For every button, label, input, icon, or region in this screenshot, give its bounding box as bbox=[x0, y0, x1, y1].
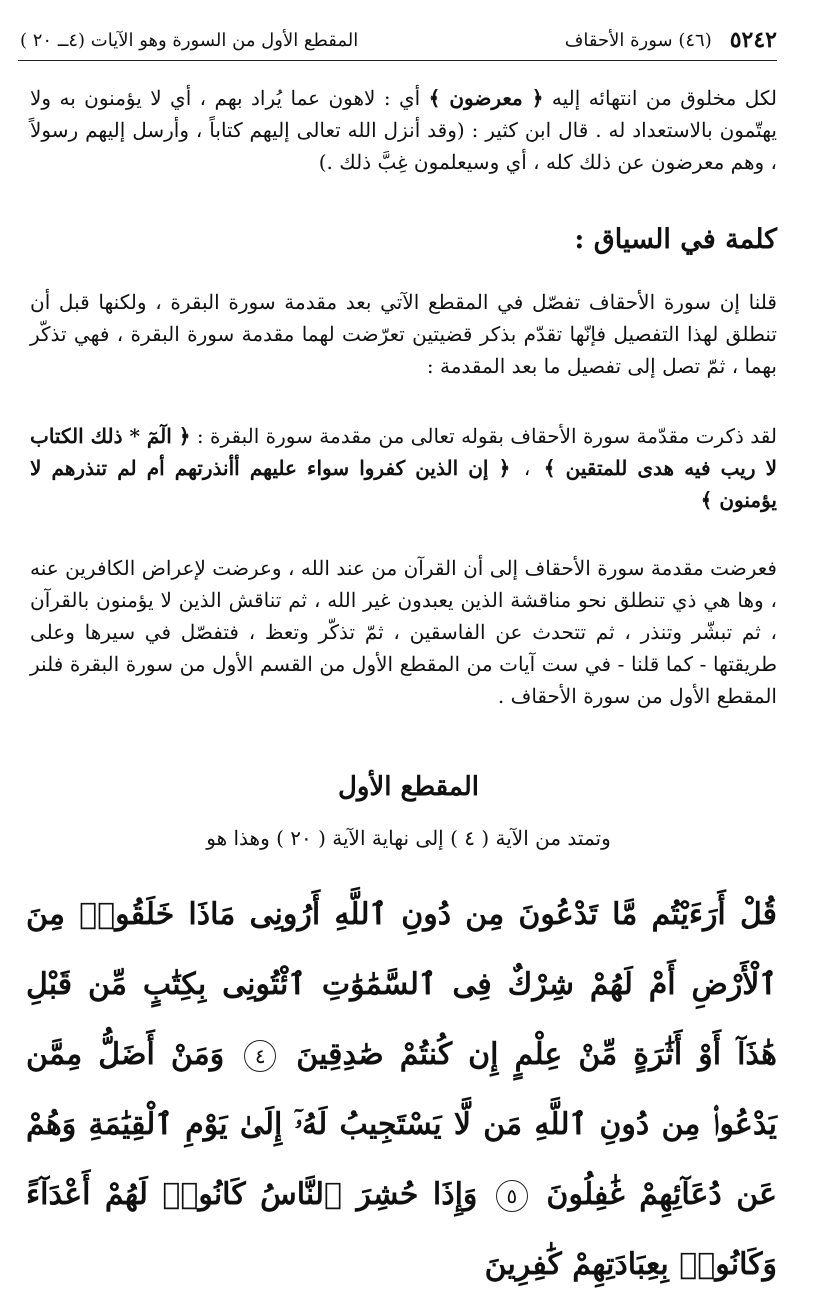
verse-5-text: وَمَنْ أَضَلُّ مِمَّن يَدْعُوا۟ مِن دُونِ ٱللَّهِ مَن لَّا يَسْتَجِيبُ لَهُۥٓ إِلَىٰ يَوْمِ ٱلْقِيَٰمَةِ وَهُمْ عَن دُعَآئِهِمْ غَٰفِلُونَ bbox=[26, 1037, 778, 1212]
header-divider bbox=[18, 60, 777, 61]
section-label: المقطع الأول من السورة وهو الآيات (٤ــ ٢٠ ) bbox=[20, 29, 359, 51]
verse-range-line: وتمتد من الآية ( ٤ ) إلى نهاية الآية ( ٢٠ ) وهذا هو bbox=[206, 826, 611, 850]
heading-al-maqta-al-awwal: المقطع الأول bbox=[337, 772, 480, 802]
verse-4-number-marker: ٤ bbox=[244, 1040, 276, 1072]
heading-kalima-fi-alsiyaq: كلمة في السياق : bbox=[574, 224, 777, 255]
p3-separator: ، bbox=[523, 456, 531, 480]
page-number: ٥٢٤٢ bbox=[729, 27, 777, 53]
context-paragraph-1: قلنا إن سورة الأحقاف تفصّل في المقطع الآتي بعد مقدمة سورة البقرة ، ولكنها قبل أن تنطلق لهذا التفصيل فإنّها تقدّم بذكر قضيتين تعرّضت لهما مقدمة سورة البقرة ، فهي تذكّر بهما ، ثمّ تصل إلى تفصيل ما بعد المقدمة : bbox=[30, 290, 777, 378]
verse-5-number-marker: ٥ bbox=[496, 1180, 528, 1212]
tafsir-paragraph-1 bbox=[30, 82, 777, 178]
context-paragraph-3: فعرضت مقدمة سورة الأحقاف إلى أن القرآن من عند الله ، وعرضت لإعراض الكافرين عنه ، وها هي ذي تنطلق نحو مناقشة الذين يعبدون غير الله ، ثم تناقش الذين لا يؤمنون بالقرآن ، ثم تبشّر وتنذر ، ثم تتحدث عن الفاسقين ، ثمّ تذكّر وتعظ ، فتفصّل في سيرها وعلى طريقتها - كما قلنا - في ست آيات من المقطع الأول من القسم الأول من سورة البقرة فلنر المقطع الأول من سورة الأحقاف . bbox=[30, 556, 777, 708]
p1-quran-word: ﴿ معرضون ﴾ bbox=[428, 86, 544, 110]
verse-4-text: قُلْ أَرَءَيْتُم مَّا تَدْعُونَ مِن دُونِ ٱللَّهِ أَرُونِى مَاذَا خَلَقُوا۟ مِنَ ٱلْأَرْضِ أَمْ لَهُمْ شِرْكٌ فِى ٱلسَّمَٰوَٰتِ ٱئْتُونِى بِكِتَٰبٍ مِّن قَبْلِ هَٰذَآ أَوْ أَثَٰرَةٍ مِّنْ عِلْمٍ إِن كُنتُمْ صَٰدِقِينَ bbox=[26, 897, 777, 1072]
quran-text-block bbox=[26, 880, 777, 1300]
surah-label: (٤٦) سورة الأحقاف bbox=[564, 29, 712, 51]
running-header bbox=[20, 20, 777, 60]
p3-text: لقد ذكرت مقدّمة سورة الأحقاف بقوله تعالى من مقدمة سورة البقرة : bbox=[196, 424, 778, 448]
p3-quran-quote-1: ﴿ الٓمٓ * ذلك الكتاب لا ريب فيه هدى للمتقين ﴾ bbox=[30, 424, 777, 480]
p1-text-rest: أي : لاهون عما يُراد بهم ، أي لا يؤمنون به ولا يهتّمون بالاستعداد له . قال ابن كثير : (وقد أنزل الله تعالى إليهم كتاباً ، وأرسل إليهم رسولاً ، وهم معرضون عن ذلك كله ، أي وسيعلمون غِبَّ ذلك .) bbox=[30, 86, 777, 174]
p1-text-start: لكل مخلوق من انتهائه إليه bbox=[551, 86, 777, 110]
verse-6-text: وَإِذَا حُشِرَ ٱلنَّاسُ كَانُوا۟ لَهُمْ أَعْدَآءً وَكَانُوا۟ بِعِبَادَتِهِمْ كَٰفِرِينَ bbox=[26, 1177, 777, 1282]
header-right-group bbox=[565, 27, 777, 53]
context-paragraph-2 bbox=[30, 420, 777, 516]
p3-quran-quote-2: ﴿ إن الذين كفروا سواء عليهم أأنذرتهم أم لم تنذرهم لا يؤمنون ﴾ bbox=[30, 456, 777, 512]
